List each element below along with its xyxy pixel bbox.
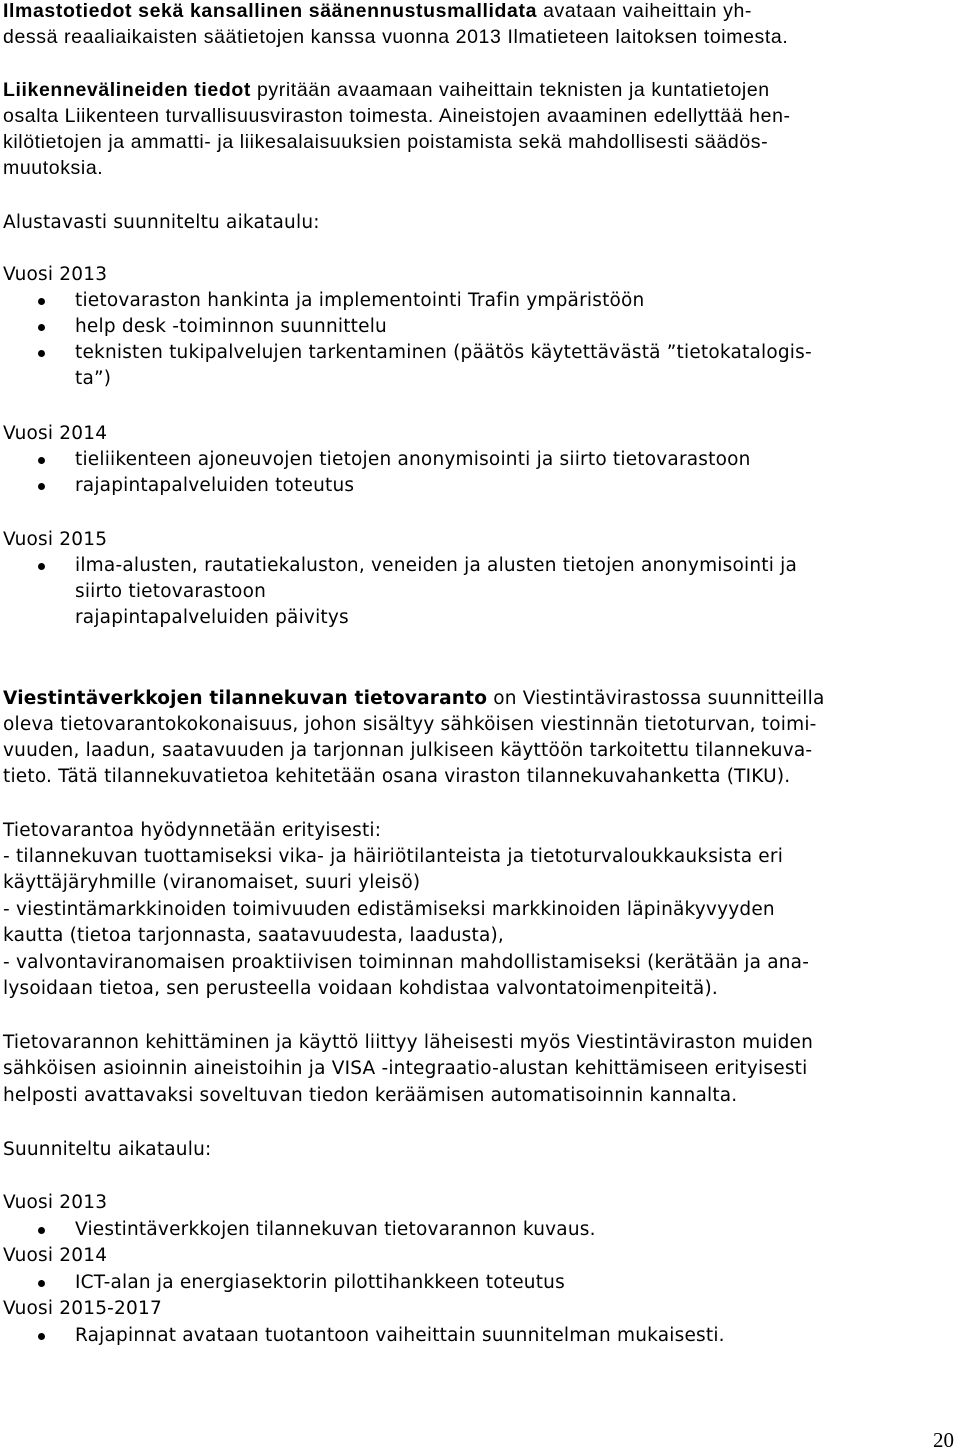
paragraph-usage-line-1: Tietovarantoa hyödynnetään erityisesti: xyxy=(3,820,382,841)
bullet-icon xyxy=(38,483,45,490)
paragraph-vehicles-line-2: osalta Liikenteen turvallisuusviraston toimesta. Aineistojen avaaminen edellyttää hen- xyxy=(3,105,791,127)
list-item: Rajapinnat avataan tuotantoon vaiheittain suunnitelman mukaisesti. xyxy=(75,1325,725,1346)
list-item: rajapintapalveluiden toteutus xyxy=(75,475,355,496)
bullet-icon xyxy=(38,1280,45,1287)
paragraph-situational-line-4: tieto. Tätä tilannekuvatietoa kehitetään osana viraston tilannekuvahanketta (TIKU). xyxy=(3,766,791,787)
paragraph-weather-line-2: dessä reaaliaikaisten säätietojen kanssa vuonna 2013 Ilmatieteen laitoksen toimesta. xyxy=(3,26,789,48)
paragraph-usage-line-2: - tilannekuvan tuottamiseksi vika- ja häiriötilanteista ja tietoturvaloukkauksista eri xyxy=(3,846,784,867)
paragraph-situational-line-2: oleva tietovarantokokonaisuus, johon sisältyy sähköisen viestinnän tietoturvan, toimi- xyxy=(3,714,817,735)
paragraph-development-line-2: sähköisen asioinnin aineistoihin ja VISA -integraatio-alustan kehittämiseen erityisesti xyxy=(3,1058,808,1079)
year-2014-heading: Vuosi 2014 xyxy=(3,423,108,444)
paragraph-text: avataan vaiheittain yh- xyxy=(537,0,752,22)
bullet-icon xyxy=(38,298,45,305)
bullet-icon xyxy=(38,350,45,357)
bullet-icon xyxy=(38,563,45,570)
paragraph-situational-line-3: vuuden, laadun, saatavuuden ja tarjonnan julkiseen käyttöön tarkoitettu tilannekuva- xyxy=(3,740,813,761)
list-item: tieliikenteen ajoneuvojen tietojen anonymisointi ja siirto tietovarastoon xyxy=(75,449,751,470)
list-item: Viestintäverkkojen tilannekuvan tietovarannon kuvaus. xyxy=(75,1219,596,1240)
list-item: ilma-alusten, rautatiekaluston, veneiden ja alusten tietojen anonymisointi ja xyxy=(75,555,798,576)
year-2014-heading: Vuosi 2014 xyxy=(3,1245,108,1266)
paragraph-situational-line-1 xyxy=(3,686,825,712)
list-item: ICT-alan ja energiasektorin pilottihankkeen toteutus xyxy=(75,1272,565,1293)
year-2015-2017-heading: Vuosi 2015-2017 xyxy=(3,1298,162,1319)
schedule-heading: Alustavasti suunniteltu aikataulu: xyxy=(3,212,320,233)
paragraph-text: pyritään avaamaan vaiheittain teknisten ja kuntatietojen xyxy=(250,79,770,101)
list-item-continuation: rajapintapalveluiden päivitys xyxy=(75,607,349,628)
list-item: help desk -toiminnon suunnittelu xyxy=(75,316,387,337)
year-2013-heading: Vuosi 2013 xyxy=(3,264,108,285)
list-item-continuation: siirto tietovarastoon xyxy=(75,581,267,602)
situational-awareness-heading: Viestintäverkkojen tilannekuvan tietovaranto xyxy=(3,688,488,709)
paragraph-usage-line-7: lysoidaan tietoa, sen perusteella voidaan kohdistaa valvontatoimenpiteitä). xyxy=(3,978,718,999)
paragraph-development-line-1: Tietovarannon kehittäminen ja käyttö liittyy läheisesti myös Viestintäviraston muiden xyxy=(3,1032,814,1053)
paragraph-text: on Viestintävirastossa suunnitteilla xyxy=(487,688,825,709)
bullet-icon xyxy=(38,324,45,331)
bullet-icon xyxy=(38,1227,45,1234)
year-2015-heading: Vuosi 2015 xyxy=(3,529,108,550)
year-2013-heading: Vuosi 2013 xyxy=(3,1192,108,1213)
list-item-continuation: ta”) xyxy=(75,368,112,389)
list-item: tietovaraston hankinta ja implementointi Trafin ympäristöön xyxy=(75,290,645,311)
vehicle-data-heading: Liikennevälineiden tiedot xyxy=(3,79,251,101)
weather-data-heading: Ilmastotiedot sekä kansallinen säänennustusmallidata xyxy=(3,0,538,22)
paragraph-usage-line-5: kautta (tietoa tarjonnasta, saatavuudesta, laadusta), xyxy=(3,925,505,946)
bullet-icon xyxy=(38,457,45,464)
paragraph-development-line-3: helposti avattavaksi soveltuvan tiedon keräämisen automatisoinnin kannalta. xyxy=(3,1085,738,1106)
bullet-icon xyxy=(38,1333,45,1340)
paragraph-usage-line-4: - viestintämarkkinoiden toimivuuden edistämiseksi markkinoiden läpinäkyvyyden xyxy=(3,899,775,920)
paragraph-vehicles-line-1 xyxy=(3,77,770,103)
paragraph-usage-line-3: käyttäjäryhmille (viranomaiset, suuri yleisö) xyxy=(3,872,421,893)
paragraph-weather-line-1 xyxy=(3,0,752,24)
list-item: teknisten tukipalvelujen tarkentaminen (päätös käytettävästä ”tietokatalogis- xyxy=(75,342,812,363)
paragraph-usage-line-6: - valvontaviranomaisen proaktiivisen toiminnan mahdollistamiseksi (kerätään ja ana- xyxy=(3,952,810,973)
page-number: 20 xyxy=(933,1428,954,1452)
paragraph-vehicles-line-4: muutoksia. xyxy=(3,157,104,179)
schedule-heading: Suunniteltu aikataulu: xyxy=(3,1139,212,1160)
paragraph-vehicles-line-3: kilötietojen ja ammatti- ja liikesalaisuuksien poistamista sekä mahdollisesti säädös- xyxy=(3,131,769,153)
